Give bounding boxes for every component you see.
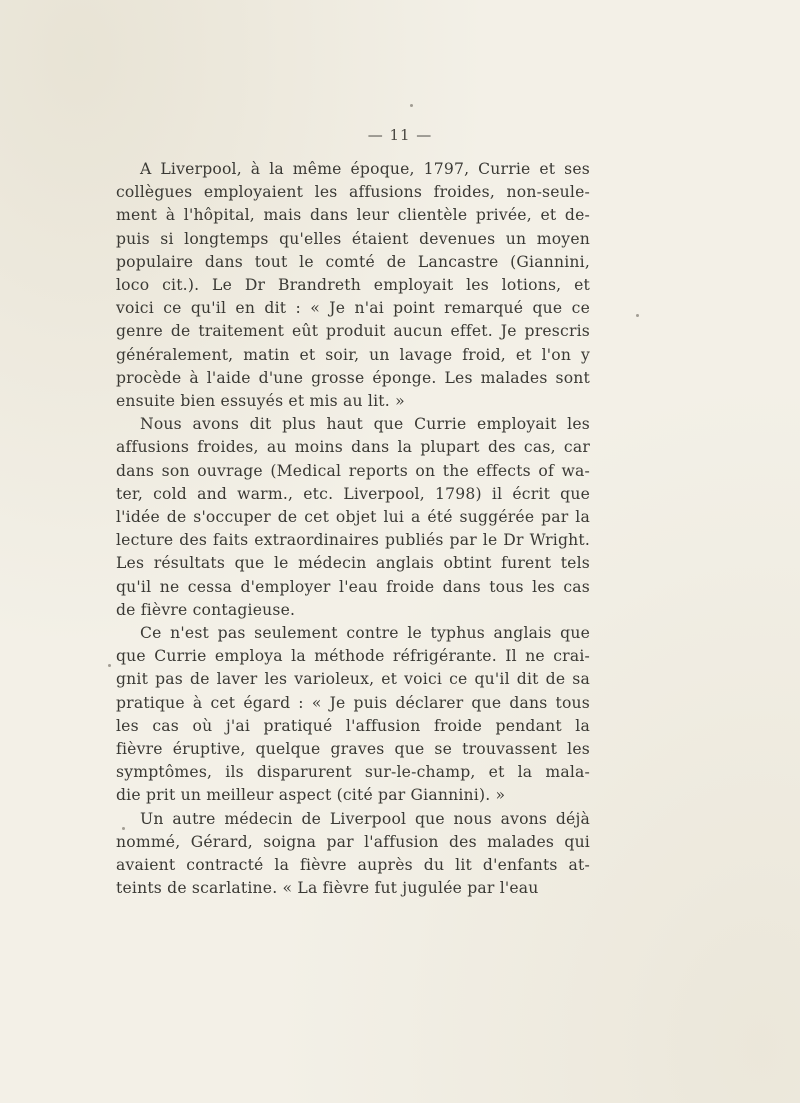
text-line: symptômes, ils disparurent sur-le-champ, et la mala- [116,763,590,782]
page-number: — 11 — [367,126,433,144]
text-line: lecture des faits extraordinaires publiés par le Dr Wright. [116,531,590,550]
text-line: pratique à cet égard : « Je puis déclarer que dans tous [116,693,590,712]
paragraph [116,622,590,808]
text-line: de fièvre contagieuse. [116,600,296,619]
ink-speck [108,664,111,667]
text-line: populaire dans tout le comté de Lancastre (Giannini, [116,252,590,271]
text-line: que Currie employa la méthode réfrigérante. Il ne crai- [116,647,590,666]
text-line: avaient contracté la fièvre auprès du lit d'enfants at- [116,856,590,875]
ink-speck [636,314,639,317]
text-line: fièvre éruptive, quelque graves que se trouvassent les [116,740,590,759]
text-line: qu'il ne cessa d'employer l'eau froide dans tous les cas [116,577,590,596]
text-line: procède à l'aide d'une grosse éponge. Les malades sont [116,368,590,387]
text-line: affusions froides, au moins dans la plupart des cas, car [116,438,590,457]
text-line: ter, cold and warm., etc. Liverpool, 1798) il écrit que [116,484,590,503]
text-line: les cas où j'ai pratiqué l'affusion froide pendant la [116,716,590,735]
text-line: Un autre médecin de Liverpool que nous avons déjà [140,809,590,828]
text-line: puis si longtemps qu'elles étaient devenues un moyen [116,229,590,248]
paragraph [116,808,590,901]
text-line: A Liverpool, à la même époque, 1797, Currie et ses [140,160,590,178]
text-line: Les résultats que le médecin anglais obtint furent tels [116,554,590,573]
text-line: genre de traitement eût produit aucun effet. Je prescris [116,322,590,341]
text-line: Nous avons dit plus haut que Currie employait les [140,415,590,434]
text-line: ensuite bien essuyés et mis au lit. » [116,392,405,411]
ink-speck [410,104,413,107]
text-line: voici ce qu'il en dit : « Je n'ai point remarqué que ce [116,299,590,318]
paragraph [116,158,590,413]
paragraph [116,413,590,622]
text-line: généralement, matin et soir, un lavage froid, et l'on y [116,345,590,364]
text-line: collègues employaient les affusions froides, non-seule- [116,183,590,202]
text-line: ment à l'hôpital, mais dans leur clientèle privée, et de- [116,206,590,225]
text-line: dans son ouvrage (Medical reports on the effects of wa- [116,461,590,480]
text-line: Ce n'est pas seulement contre le typhus anglais que [140,624,590,643]
body-text [116,158,590,901]
text-line: gnit pas de laver les varioleux, et voici ce qu'il dit de sa [116,670,590,689]
text-line: nommé, Gérard, soigna par l'affusion des malades qui [116,832,590,851]
text-line: l'idée de s'occuper de cet objet lui a été suggérée par la [116,508,590,527]
text-line: loco cit.). Le Dr Brandreth employait les lotions, et [116,276,590,295]
text-line: die prit un meilleur aspect (cité par Giannini). » [116,786,506,805]
text-line: teints de scarlatine. « La fièvre fut jugulée par l'eau [116,879,539,898]
